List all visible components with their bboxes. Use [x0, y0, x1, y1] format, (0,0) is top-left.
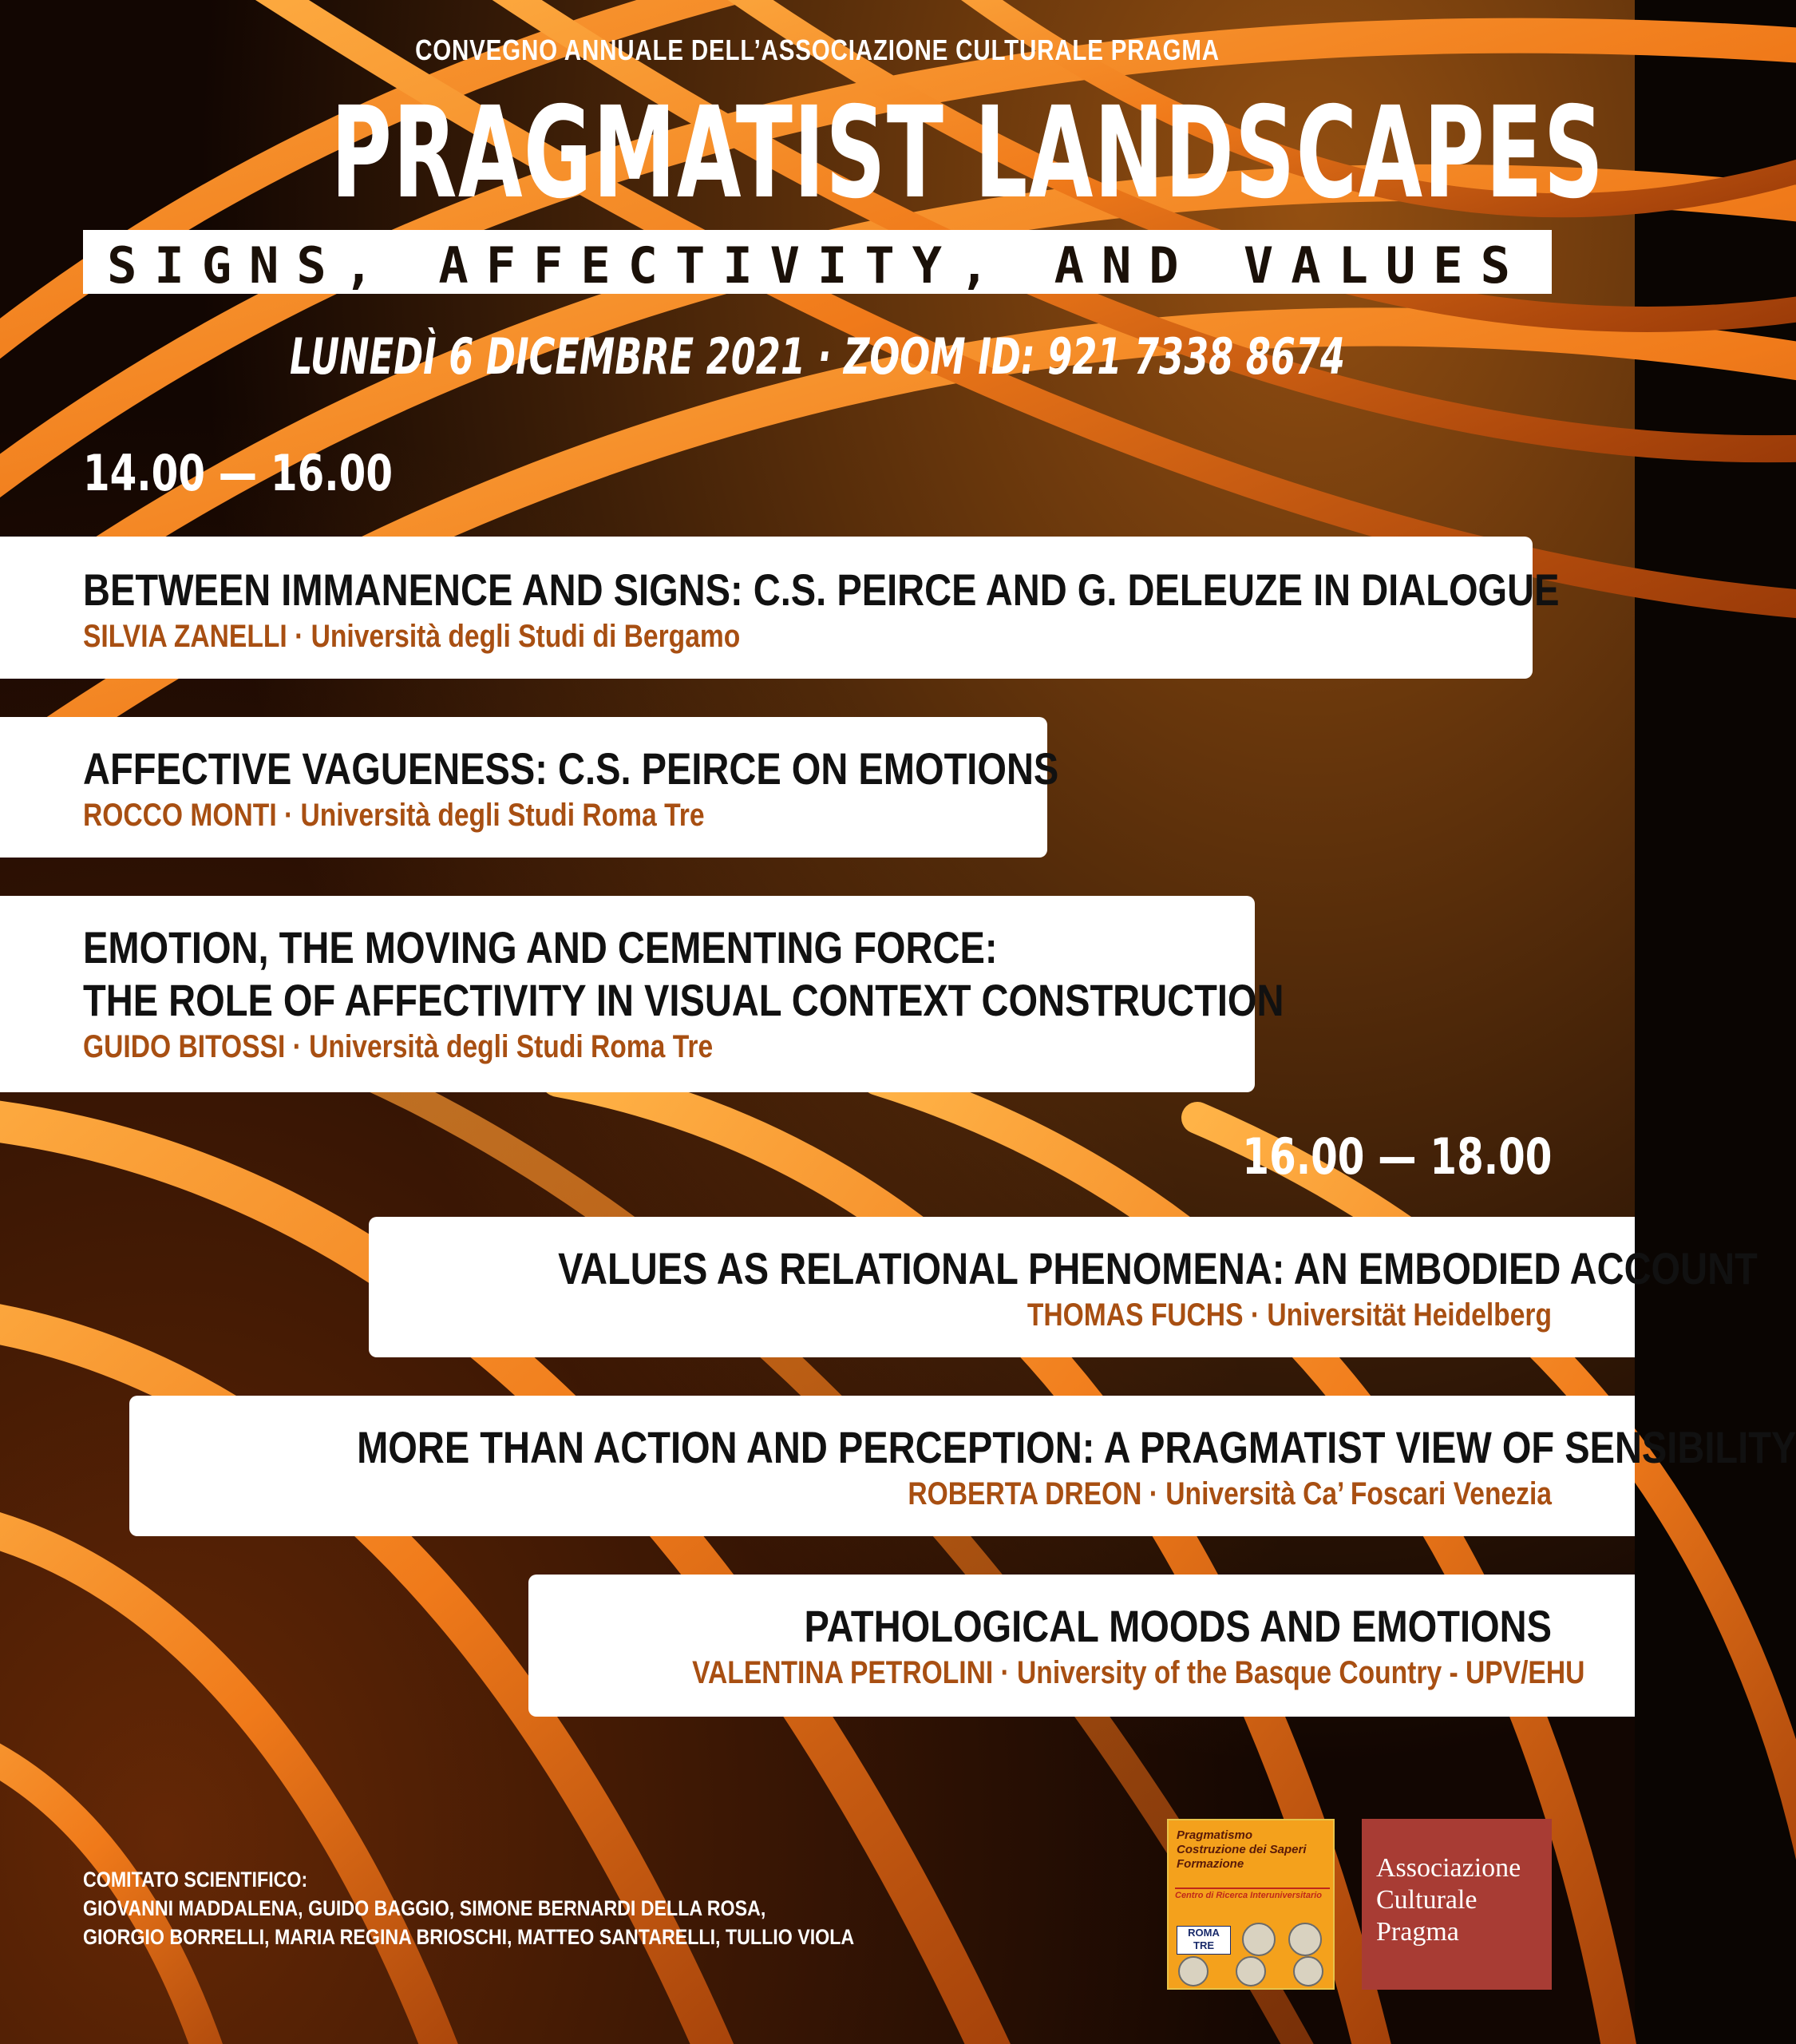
session-time-afternoon-1: 14.00 — 16.00	[83, 444, 393, 502]
university-seal-icon	[1288, 1923, 1322, 1956]
speaker-affiliation: University of the Basque Country - UPV/EHU	[1017, 1655, 1585, 1690]
talk-speaker	[558, 1295, 1552, 1335]
speaker-affiliation: Università Ca’ Foscari Venezia	[1165, 1476, 1552, 1511]
talk-title: BETWEEN IMMANENCE AND SIGNS: C.S. PEIRCE AND G. DELEUZE IN DIALOGUE	[83, 564, 1560, 615]
university-seal-icon	[1178, 1956, 1209, 1987]
talk-card	[129, 1396, 1796, 1536]
speaker-affiliation: Università degli Studi Roma Tre	[309, 1029, 714, 1064]
logo-text-line: Formazione	[1177, 1857, 1244, 1871]
talk-title-line1: EMOTION, THE MOVING AND CEMENTING FORCE:	[83, 922, 998, 972]
separator: ·	[276, 798, 301, 833]
university-seal-icon	[1236, 1956, 1266, 1987]
talk-speaker	[83, 616, 1300, 656]
speaker-affiliation: Università degli Studi di Bergamo	[311, 619, 741, 654]
scientific-committee	[83, 1865, 854, 1951]
speaker-name: SILVIA ZANELLI	[83, 619, 287, 654]
logo-text-line: Pragma	[1376, 1917, 1459, 1947]
talk-card	[369, 1217, 1758, 1357]
speaker-affiliation: Università degli Studi Roma Tre	[300, 798, 705, 833]
speaker-name: ROBERTA DREON	[908, 1476, 1142, 1511]
speaker-name: ROCCO MONTI	[83, 798, 277, 833]
speaker-name: GUIDO BITOSSI	[83, 1029, 286, 1064]
separator: ·	[285, 1029, 310, 1064]
separator: ·	[287, 619, 311, 654]
logo-text-line: Costruzione dei Saperi	[1177, 1843, 1307, 1856]
conference-kicker: CONVEGNO ANNUALE DELL’ASSOCIAZIONE CULTURALE PRAGMA	[415, 34, 1220, 66]
pragmatismo-logo-title	[1177, 1828, 1328, 1872]
logo-center-label: Centro di Ricerca Interuniversitario	[1175, 1888, 1330, 1900]
talk-card	[0, 537, 1560, 679]
date-zoom-line: LUNEDÌ 6 DICEMBRE 2021 · ZOOM ID: 921 7338 8674	[289, 327, 1346, 386]
subtitle-bar	[83, 230, 1552, 294]
talk-title: VALUES AS RELATIONAL PHENOMENA: AN EMBODIED ACCOUNT	[558, 1243, 1758, 1293]
talk-card	[0, 717, 1059, 858]
talk-card	[528, 1575, 1635, 1717]
committee-label: COMITATO SCIENTIFICO:	[83, 1868, 308, 1891]
conference-title: PRAGMATIST LANDSCAPES	[330, 80, 1605, 227]
session-time-afternoon-2: 16.00 — 18.00	[1242, 1127, 1552, 1186]
roma-tre-logo: ROMA TRE	[1177, 1926, 1231, 1955]
logo-text-line: Culturale	[1376, 1885, 1478, 1915]
talk-speaker	[83, 795, 893, 835]
university-seal-icon	[1242, 1923, 1276, 1956]
speaker-affiliation: Universität Heidelberg	[1267, 1297, 1552, 1333]
talk-card	[0, 896, 1284, 1092]
separator: ·	[1243, 1297, 1268, 1333]
speaker-name: THOMAS FUCHS	[1027, 1297, 1244, 1333]
talk-title: MORE THAN ACTION AND PERCEPTION: A PRAGMATIST VIEW OF SENSIBILITY	[357, 1422, 1796, 1472]
talk-title: AFFECTIVE VAGUENESS: C.S. PEIRCE ON EMOTIONS	[83, 743, 1059, 794]
conference-subtitle: SIGNS, AFFECTIVITY, AND VALUES	[107, 236, 1528, 295]
committee-members-line1: GIOVANNI MADDALENA, GUIDO BAGGIO, SIMONE BERNARDI DELLA ROSA,	[83, 1896, 766, 1920]
talk-speaker	[357, 1474, 1552, 1514]
pragmatismo-center-logo	[1167, 1819, 1335, 1990]
associazione-pragma-logo	[1362, 1819, 1552, 1990]
logo-text-line: Pragmatismo	[1177, 1828, 1253, 1842]
talk-title: PATHOLOGICAL MOODS AND EMOTIONS	[804, 1601, 1552, 1651]
university-seal-icon	[1293, 1956, 1323, 1987]
logo-text-line: Associazione	[1376, 1853, 1521, 1883]
separator: ·	[1141, 1476, 1166, 1511]
committee-members-line2: GIORGIO BORRELLI, MARIA REGINA BRIOSCHI, MATTEO SANTARELLI, TULLIO VIOLA	[83, 1925, 855, 1949]
talk-title-line2: THE ROLE OF AFFECTIVITY IN VISUAL CONTEXT CONSTRUCTION	[83, 975, 1284, 1025]
separator: ·	[993, 1655, 1018, 1690]
talk-speaker	[692, 1653, 1585, 1693]
assoc-logo-text	[1376, 1852, 1521, 1948]
speaker-name: VALENTINA PETROLINI	[692, 1655, 994, 1690]
talk-speaker	[83, 1027, 1067, 1067]
